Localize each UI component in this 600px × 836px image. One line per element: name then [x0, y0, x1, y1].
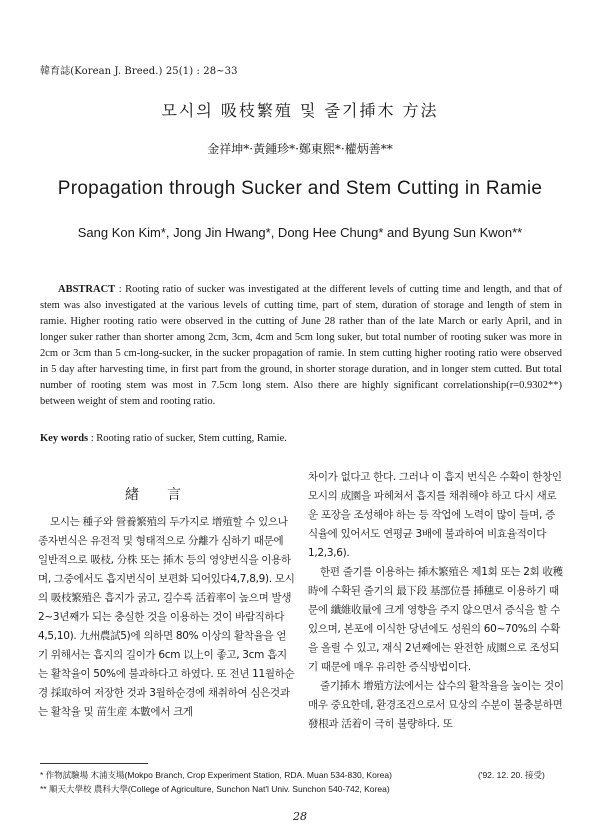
- footnote: ** 順天大學校 農科大學(College of Agriculture, Sunchon Nat'l Univ. Sunchon 540-742, Korea): [40, 784, 390, 794]
- authors-korean: 金祥坤*·黃鍾珍*·鄭東熙*·權炳善**: [207, 142, 393, 156]
- page-number: 28: [293, 810, 307, 823]
- abstract-text: : Rooting ratio of sucker was investigated at the different levels of cutting time and length, and that of stem was also investigated at the various levels of cutting time, part of stem, duration of storage and length of stem in ramie. Higher rooting ratio were observed in the cutting of June 28 rather than of the late March or early April, and in longer suker rather than shorter among 2cm, 3cm, 4cm and 5cm long suker, but total number of rooting suker was more in 2cm or 3cm than 5 cm-long-sucker, in the sucker propagation of ramie. In stem cutting higher rooting ratio were observed in 5 day after harvesting time, in first part from the ground, in shorter storage duration, and in longer stem cutted. But total number of rooting stem was most in 7.5cm long stem. Also there are highly significant correlationship(r=0.9302**) between weight of stem and rooting ratio.: [40, 284, 562, 407]
- left-column: [38, 513, 296, 722]
- journal-citation: 韓育誌(Korean J. Breed.) 25(1) : 28~33: [40, 66, 238, 77]
- right-column: [308, 468, 564, 734]
- paragraph: 줄기揷木 增殖方法에서는 삽수의 활착율을 높이는 것이 매우 중요한데, 환경조건으로서 묘상의 수분이 불충분하면 發根과 活着이 극히 불량하다. 또: [308, 680, 564, 730]
- paragraph: 한편 줄기를 이용하는 揷木繁殖은 제1회 또는 2회 收穫時에 수확된 줄기의 最下段 基部位를 揷穗로 이용하기 때문에 纖維收量에 크게 영향을 주지 않으면서 증식을 할 수 있으며, 본포에 이식한 당년에도 성원의 60~70%의 수확을 올릴 수 있고, 재식 2년째에는 완전한 成園으로 조성되기 때문에 매우 유리한 증식방법이다.: [308, 566, 563, 673]
- keywords-label: Key words: [40, 433, 89, 444]
- abstract: [40, 282, 562, 410]
- title-english: Propagation through Sucker and Stem Cutting in Ramie: [57, 178, 543, 199]
- footnote: * 作物試驗場 木浦支場(Mokpo Branch, Crop Experiment Station, RDA. Muan 534-830, Korea): [40, 770, 392, 780]
- keywords: [40, 433, 287, 444]
- paragraph: 차이가 없다고 한다. 그러나 이 흡지 번식은 수확이 한창인 모시의 成園을 파헤쳐서 흡지를 채취해야 하고 다시 새로운 포장을 조성해야 하는 등 작업에 노력이 많이 들며, 증식율에 있어서도 연평균 3배에 불과하여 비효율적이다1,2,3,6).: [308, 471, 562, 559]
- paragraph: 모시는 種子와 營養繁殖의 두가지로 增殖할 수 있으나 종자번식은 유전적 및 형태적으로 分離가 심하기 때문에 일반적으로 吸枝, 分株 또는 揷木 등의 영양번식을 이용하며, 그중에서도 흡지번식이 보편화 되어있다4,7,8,9). 모시의 吸枝繁殖은 흡지가 굵고, 길수록 活着率이 높으며 발생 2~3년째가 되는 충실한 것을 이용하는 것이 바람직하다4,5,10). 九州農試5)에 의하면 80% 이상의 활착율을 얻기 위해서는 흡지의 길이가 6cm 以上이 좋고, 3cm 흡지는 활착율이 50%에 불과하다고 하였다. 또 전년 11월하순경 採取하여 저장한 것과 3월하순경에 채취하여 심은것과는 활착율 및 苗生産 本數에서 크게: [38, 516, 295, 718]
- keywords-text: : Rooting ratio of sucker, Stem cutting, Ramie.: [90, 433, 287, 444]
- title-korean: 모시의 吸枝繁殖 및 줄기揷木 方法: [161, 101, 439, 120]
- received-date: ('92. 12. 20. 接受): [478, 770, 545, 780]
- authors-english: Sang Kon Kim*, Jong Jin Hwang*, Dong Hee Chung* and Byung Sun Kwon**: [77, 225, 523, 240]
- abstract-label: ABSTRACT: [58, 284, 116, 295]
- section-heading: 緖言: [125, 487, 209, 503]
- footnote-divider: [40, 763, 148, 764]
